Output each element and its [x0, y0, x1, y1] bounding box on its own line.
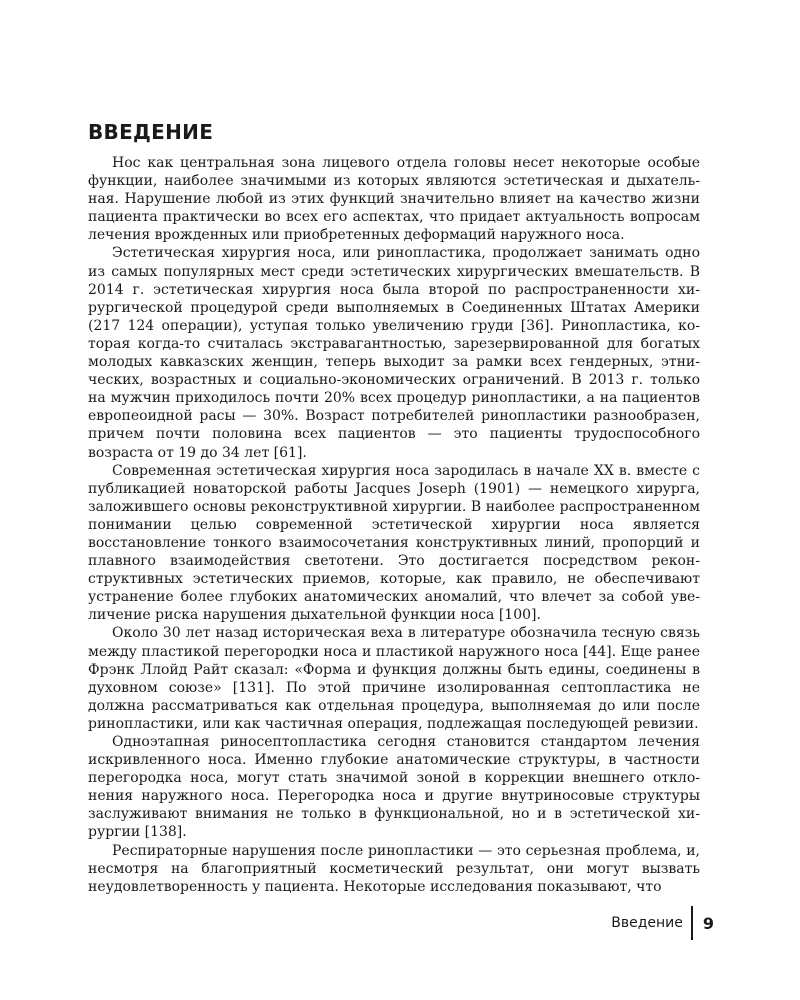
- chapter-heading: ВВЕДЕНИЕ: [88, 120, 214, 144]
- paragraph-6: Респираторные нарушения после ринопластики — это серьезная проблема, и, несмотря на благоприятный косметический результат, они могут вызвать неудовлетворенность у пациента. Некоторые исследования показывают, что: [88, 842, 700, 895]
- paragraph-1: Нос как центральная зона лицевого отдела головы несет некоторые особые функции, наиболее значимыми из которых являются эстетическая и дыхательная. Нарушение любой из этих функций значительно влияет на качество жизни пациента практически во всех его аспектах, что придает актуальность вопросам лечения врожденных или приобретенных деформаций наружного носа.: [88, 155, 700, 244]
- paragraph-3: Современная эстетическая хирургия носа зародилась в начале XX в. вместе с публикацией новаторской работы Jacques Joseph (1901) — немецкого хирурга, заложившего основы реконструктивной хирургии. В наиболее распространенном понимании целью современной эстетической хирургии носа является восстановление тонкого взаимосочетания конструктивных линий, пропорций и плавного взаимодействия светотени. Это достигается посредством реконструктивных эстетических приемов, которые, как правило, не обеспечивают устранение более глубоких анатомических аномалий, что влечет за собой увеличение риска нарушения дыхательной функции носа [100].: [88, 462, 700, 624]
- page-footer: [611, 906, 714, 940]
- paragraph-5: Одноэтапная риносептопластика сегодня становится стандартом лечения искривленного носа. Именно глубокие анатомические структуры, в частности перегородка носа, могут стать значимой зоной в коррекции внешнего отклонения наружного носа. Перегородка носа и другие внутриносовые структуры заслуживают внимания не только в функциональной, но и в эстетической хирургии [138].: [88, 734, 700, 841]
- page-body: [88, 118, 700, 896]
- page-number: 9: [702, 913, 714, 933]
- paragraph-2: Эстетическая хирургия носа, или ринопластика, продолжает занимать одно из самых популярных мест среди эстетических хирургических вмешательств. В 2014 г. эстетическая хирургия носа была второй по распространенности хирургической процедурой среди выполняемых в Соединенных Штатах Америки (217 124 операции), уступая только увеличению груди [36]. Ринопластика, которая когда-то считалась экстравагантностью, зарезервированной для богатых молодых кавказских женщин, теперь выходит за рамки всех гендерных, этнических, возрастных и социально-экономических ограничений. В 2013 г. только на мужчин приходилось почти 20% всех процедур ринопластики, а на пациентов европеоидной расы — 30%. Возраст потребителей ринопластики разнообразен, причем почти половина всех пациентов — это пациенты трудоспособного возраста от 19 до 34 лет [61].: [88, 245, 700, 461]
- paragraph-4: Около 30 лет назад историческая веха в литературе обозначила тесную связь между пластикой перегородки носа и пластикой наружного носа [44]. Еще ранее Фрэнк Ллойд Райт сказал: «Форма и функция должны быть едины, соединены в духовном союзе» [131]. По этой причине изолированная септопластика не должна рассматриваться как отдельная процедура, выполняемая до или после ринопластики, или как частичная операция, подлежащая последующей ревизии.: [88, 625, 700, 732]
- running-footer-section: Введение: [611, 915, 683, 931]
